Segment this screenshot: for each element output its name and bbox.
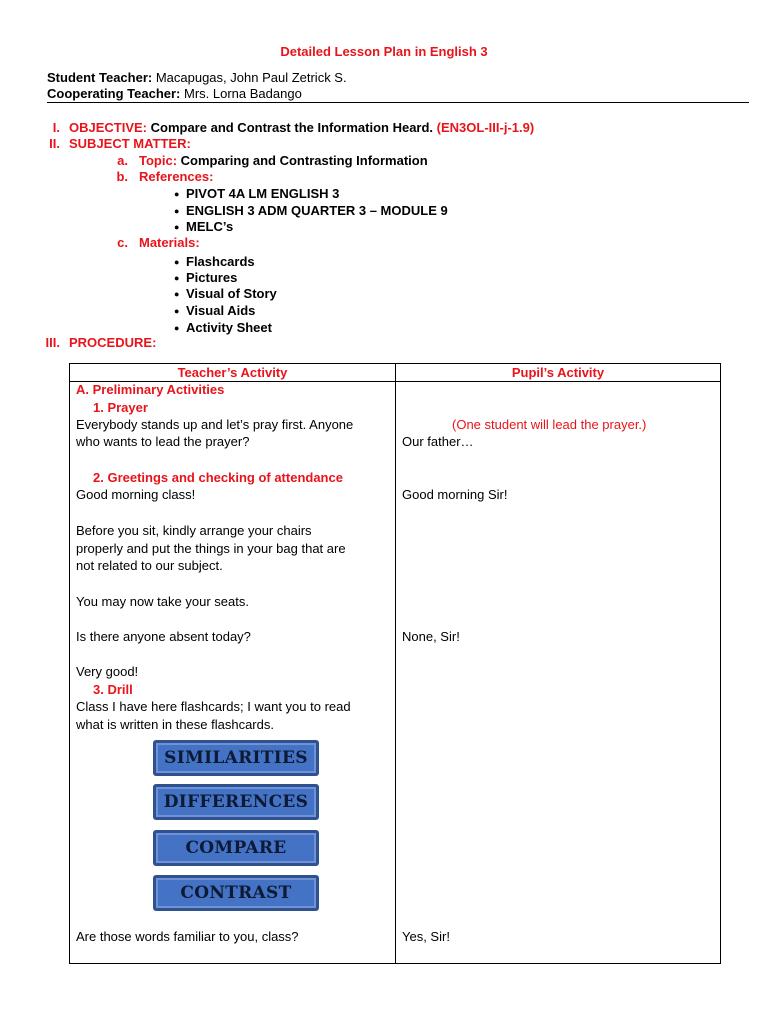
greeting-pupil-response: Good morning Sir!: [402, 487, 508, 502]
flashcard-contrast: CONTRAST: [153, 875, 319, 911]
cooperating-teacher-name: Mrs. Lorna Badango: [180, 86, 302, 101]
teacher-activity-header: Teacher’s Activity: [177, 365, 288, 380]
objective-numeral: I.: [52, 120, 60, 135]
reference-item: ● ENGLISH 3 ADM QUARTER 3 – MODULE 9: [174, 203, 448, 218]
preliminary-activities-heading: A. Preliminary Activities: [76, 382, 225, 397]
pupil-activity-header: Pupil’s Activity: [511, 365, 605, 380]
topic-text: Comparing and Contrasting Information: [177, 153, 428, 168]
prayer-pupil-note: (One student will lead the prayer.): [452, 417, 647, 432]
column-divider: [395, 364, 396, 963]
prayer-pupil-response: Our father…: [402, 434, 474, 449]
bullet-icon: ●: [174, 257, 180, 267]
drill-heading: 3. Drill: [93, 682, 133, 697]
references-letter: b.: [116, 169, 128, 184]
student-teacher-line: [47, 70, 347, 85]
objective-text: Compare and Contrast the Information Heard.: [147, 120, 437, 135]
objective-line: [69, 120, 534, 136]
material-item: ● Visual of Story: [174, 286, 277, 301]
bullet-icon: ●: [174, 289, 180, 299]
greeting-teacher: Good morning class!: [76, 487, 196, 502]
familiar-question: Are those words familiar to you, class?: [76, 929, 299, 944]
take-seats: You may now take your seats.: [76, 594, 249, 609]
absent-question: Is there anyone absent today?: [76, 629, 251, 644]
procedure-label: PROCEDURE:: [69, 335, 157, 350]
flashcard-differences: DIFFERENCES: [153, 784, 319, 820]
reference-item: ● MELC’s: [174, 219, 234, 234]
bullet-icon: ●: [174, 273, 180, 283]
prayer-heading: 1. Prayer: [93, 400, 148, 415]
bullet-icon: ●: [174, 189, 180, 199]
arrange-line-3: not related to our subject.: [76, 558, 223, 573]
topic-line: [139, 153, 428, 169]
student-teacher-name: Macapugas, John Paul Zetrick S.: [152, 70, 347, 85]
subject-matter-label: SUBJECT MATTER:: [69, 136, 191, 151]
material-item: ● Flashcards: [174, 254, 255, 269]
bullet-icon: ●: [174, 222, 180, 232]
objective-label: OBJECTIVE:: [69, 120, 148, 135]
document-title: Detailed Lesson Plan in English 3: [280, 44, 488, 59]
material-item: ● Visual Aids: [174, 303, 256, 318]
arrange-line-2: properly and put the things in your bag that are: [76, 541, 346, 556]
materials-label: Materials:: [139, 235, 200, 250]
familiar-answer: Yes, Sir!: [402, 929, 450, 944]
objective-code: (EN3OL-III-j-1.9): [436, 120, 535, 135]
bullet-icon: ●: [174, 306, 180, 316]
topic-label: Topic:: [139, 153, 178, 168]
student-teacher-label: Student Teacher:: [47, 70, 153, 85]
references-label: References:: [139, 169, 214, 184]
drill-instruction-line-2: what is written in these flashcards.: [76, 717, 274, 732]
bullet-icon: ●: [174, 206, 180, 216]
flashcard-similarities: SIMILARITIES: [153, 740, 319, 776]
cooperating-teacher-line: [47, 86, 302, 101]
absent-answer: None, Sir!: [402, 629, 460, 644]
drill-instruction-line-1: Class I have here flashcards; I want you to read: [76, 699, 351, 714]
reference-item: ● PIVOT 4A LM ENGLISH 3: [174, 186, 340, 201]
material-item: ● Pictures: [174, 270, 238, 285]
material-item: ● Activity Sheet: [174, 320, 272, 335]
subject-matter-numeral: II.: [49, 136, 60, 151]
activity-table: [69, 363, 721, 964]
greetings-heading: 2. Greetings and checking of attendance: [93, 470, 343, 485]
flashcard-compare: COMPARE: [153, 830, 319, 866]
header-divider: [47, 102, 749, 103]
prayer-instruction-line-2: who wants to lead the prayer?: [76, 434, 250, 449]
bullet-icon: ●: [174, 323, 180, 333]
topic-letter: a.: [117, 153, 128, 168]
materials-letter: c.: [117, 235, 128, 250]
very-good: Very good!: [76, 664, 139, 679]
cooperating-teacher-label: Cooperating Teacher:: [47, 86, 181, 101]
procedure-numeral: III.: [45, 335, 60, 350]
prayer-instruction-line-1: Everybody stands up and let’s pray first. Anyone: [76, 417, 354, 432]
arrange-line-1: Before you sit, kindly arrange your chairs: [76, 523, 312, 538]
